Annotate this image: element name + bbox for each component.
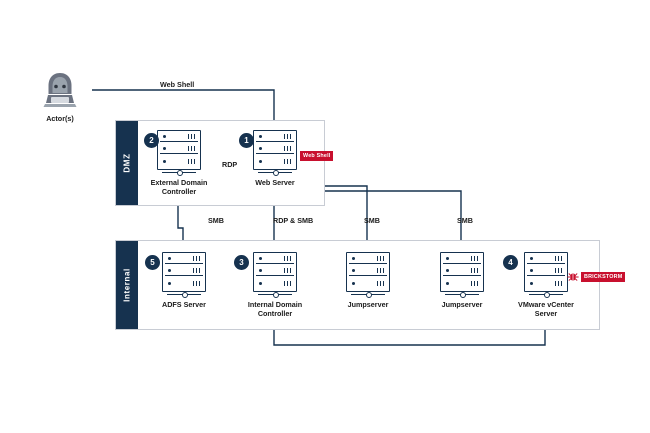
hooded-hacker-laptop-icon xyxy=(40,70,80,112)
node-vmware-vcenter-server[interactable] xyxy=(517,252,575,318)
step-badge-3: 3 xyxy=(234,255,249,270)
server-rack-icon xyxy=(440,252,484,292)
server-stand xyxy=(351,294,385,295)
server-rack-icon xyxy=(524,252,568,292)
zone-internal-label: Internal xyxy=(122,268,132,302)
node-label: Jumpserver xyxy=(347,300,389,309)
server-stand xyxy=(162,172,196,173)
tag-brickstorm-group xyxy=(566,270,625,284)
node-jumpserver-1[interactable] xyxy=(339,252,397,309)
node-internal-domain-controller[interactable] xyxy=(246,252,304,318)
edge-label-smb-adfs: SMB xyxy=(208,216,224,225)
server-rack-icon xyxy=(162,252,206,292)
zone-dmz-tab xyxy=(116,121,138,205)
node-web-server[interactable] xyxy=(246,130,304,187)
step-badge-2: 2 xyxy=(144,133,159,148)
server-stand xyxy=(529,294,563,295)
zone-dmz-label: DMZ xyxy=(122,153,132,173)
actor xyxy=(40,70,80,128)
actor-label: Actor(s) xyxy=(46,114,74,123)
edge-label-smb-jump2: SMB xyxy=(457,216,473,225)
server-rack-icon xyxy=(253,252,297,292)
node-adfs-server[interactable] xyxy=(155,252,213,309)
edge-label-web-shell: Web Shell xyxy=(160,80,195,89)
server-stand xyxy=(258,172,292,173)
server-rack-icon xyxy=(253,130,297,170)
step-badge-1: 1 xyxy=(239,133,254,148)
server-rack-icon xyxy=(157,130,201,170)
edge-label-rdp-smb: RDP & SMB xyxy=(273,216,314,225)
node-label: VMware vCenter Server xyxy=(518,300,574,318)
server-stand xyxy=(167,294,201,295)
node-label: ADFS Server xyxy=(162,300,206,309)
server-stand xyxy=(258,294,292,295)
step-badge-5: 5 xyxy=(145,255,160,270)
server-stand xyxy=(445,294,479,295)
node-label: External Domain Controller xyxy=(150,178,208,196)
node-label: Internal Domain Controller xyxy=(247,300,303,318)
step-badge-4: 4 xyxy=(503,255,518,270)
edge-label-rdp: RDP xyxy=(222,160,238,169)
bug-icon xyxy=(566,270,580,284)
node-jumpserver-2[interactable] xyxy=(433,252,491,309)
tag-web-shell: Web Shell xyxy=(300,151,333,161)
node-label: Jumpserver xyxy=(441,300,483,309)
node-label: Web Server xyxy=(255,178,295,187)
server-rack-icon xyxy=(346,252,390,292)
tag-brickstorm: BRICKSTORM xyxy=(581,272,625,282)
edge-label-smb-jump1: SMB xyxy=(364,216,380,225)
zone-internal-tab xyxy=(116,241,138,329)
